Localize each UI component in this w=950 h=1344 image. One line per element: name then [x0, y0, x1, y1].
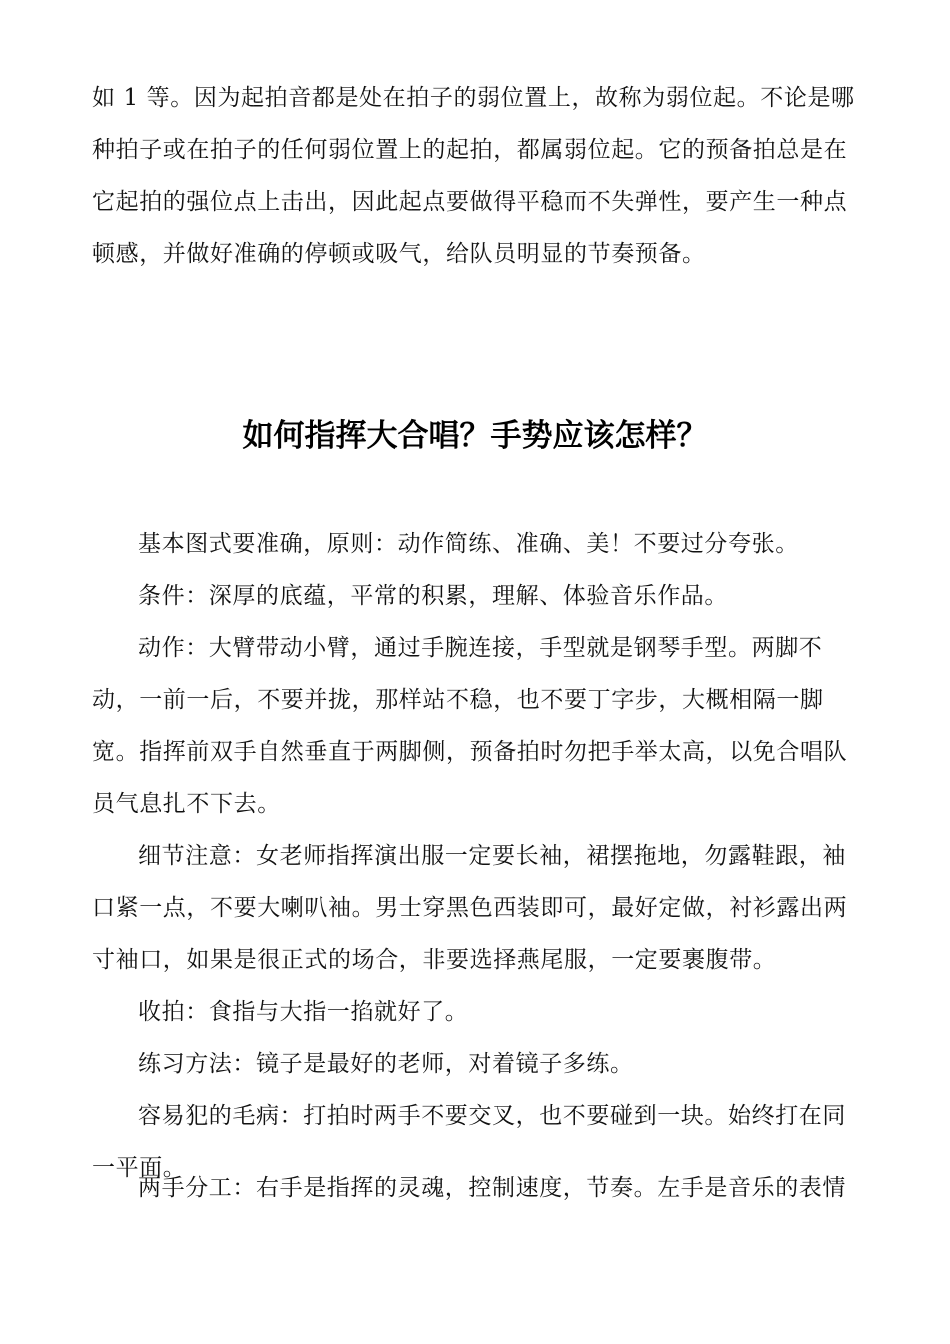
paragraph-conditions: 条件：深厚的底蕴，平常的积累，理解、体验音乐作品。: [138, 583, 728, 609]
intro-paragraph: 如 1 等。因为起拍音都是处在拍子的弱位置上，故称为弱位起。不论是哪种拍子或在拍子的任何弱位置上的起拍，都属弱位起。它的预备拍总是在它起拍的强位点上击出，因此起点要做得平稳而不失弹性，要产生一种点顿感，并做好准确的停顿或吸气，给队员明显的节奏预备。: [92, 85, 855, 267]
paragraph-practice: 练习方法：镜子是最好的老师，对着镜子多练。: [138, 1051, 634, 1077]
paragraph-common-mistakes: 容易犯的毛病：打拍时两手不要交叉，也不要碰到一块。始终打在同一平面。: [92, 1103, 846, 1181]
paragraph-movement: 动作：大臂带动小臂，通过手腕连接，手型就是钢琴手型。两脚不动，一前一后，不要并拢，那样站不稳，也不要丁字步，大概相隔一脚宽。指挥前双手自然垂直于两脚侧，预备拍时勿把手举太高，以免合唱队员气息扎不下去。: [92, 635, 848, 817]
paragraph-principle: 基本图式要准确，原则：动作简练、准确、美！不要过分夸张。: [138, 531, 799, 557]
paragraph-cutoff: 收拍：食指与大指一掐就好了。: [138, 999, 469, 1025]
paragraph-hand-division: 两手分工：右手是指挥的灵魂，控制速度，节奏。左手是音乐的表情: [138, 1175, 846, 1201]
paragraph-details: 细节注意：女老师指挥演出服一定要长袖，裙摆拖地，勿露鞋跟，袖口紧一点，不要大喇叭袖。男士穿黑色西装即可，最好定做，衬衫露出两寸袖口，如果是很正式的场合，非要选择燕尾服，一定要裹腹带。: [92, 843, 848, 973]
section-title: 如何指挥大合唱？手势应该怎样？: [242, 418, 708, 454]
